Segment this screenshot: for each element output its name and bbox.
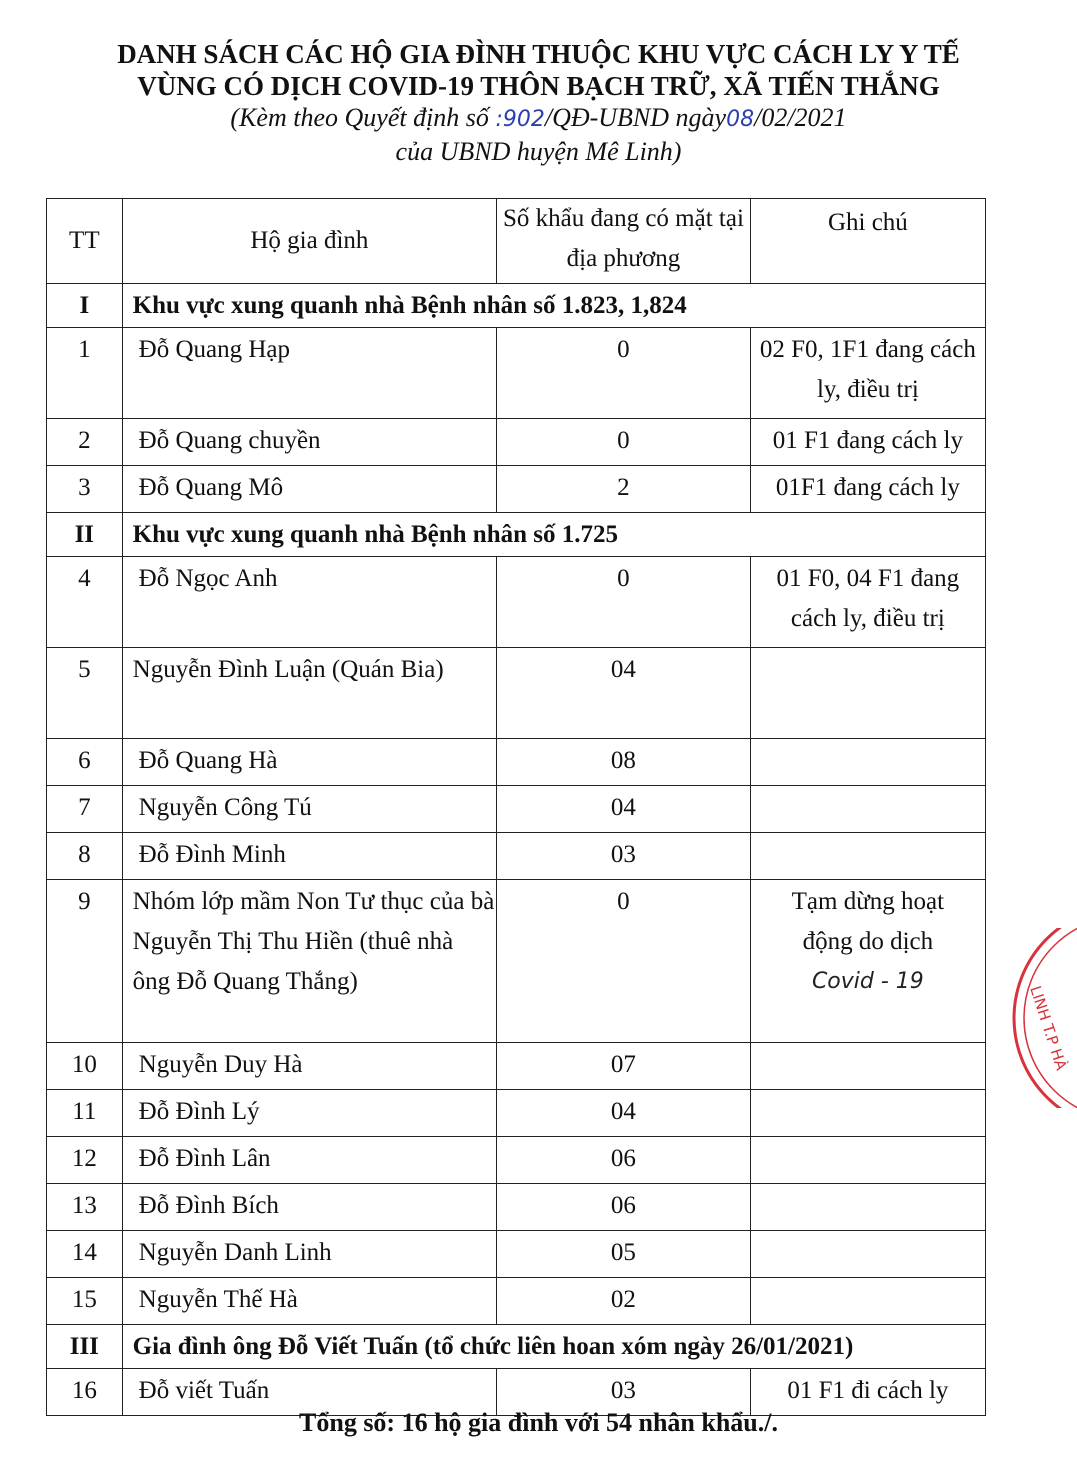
column-header-count: Số khẩu đang có mặt tại địa phương — [497, 199, 751, 284]
row-note — [750, 648, 985, 739]
row-tt: 3 — [47, 466, 123, 513]
row-note — [750, 1043, 985, 1090]
section-number: I — [47, 284, 123, 328]
row-count: 03 — [497, 1369, 751, 1416]
row-household: Đỗ Ngọc Anh — [122, 557, 496, 648]
official-stamp — [1008, 928, 1077, 1113]
row-note — [750, 1278, 985, 1325]
section-name: Gia đình ông Đỗ Viết Tuấn (tổ chức liên hoan xóm ngày 26/01/2021) — [122, 1325, 985, 1369]
row-tt: 15 — [47, 1278, 123, 1325]
decision-prefix: (Kèm theo Quyết định số — [230, 103, 496, 132]
stamp-seal-icon — [1008, 928, 1077, 1108]
row-count: 07 — [497, 1043, 751, 1090]
row-note-handwritten: Covid - 19 — [811, 969, 924, 994]
table-row — [47, 1231, 986, 1278]
row-tt: 9 — [47, 880, 123, 1043]
row-household: Nguyễn Duy Hà — [122, 1043, 496, 1090]
section-name: Khu vực xung quanh nhà Bệnh nhân số 1.725 — [122, 513, 985, 557]
row-household: Đỗ Đình Lý — [122, 1090, 496, 1137]
column-header-household: Hộ gia đình — [122, 199, 496, 284]
section-number: II — [47, 513, 123, 557]
column-header-tt: TT — [47, 199, 123, 284]
row-note-cell — [750, 880, 985, 1043]
row-tt: 10 — [47, 1043, 123, 1090]
section-number: III — [47, 1325, 123, 1369]
row-household: Nguyễn Danh Linh — [122, 1231, 496, 1278]
row-count: 06 — [497, 1184, 751, 1231]
table-row — [47, 557, 986, 648]
document-title-line1: DANH SÁCH CÁC HỘ GIA ĐÌNH THUỘC KHU VỰC CÁCH LY Y TẾ — [117, 39, 960, 69]
document-title-line2: VÙNG CÓ DỊCH COVID-19 THÔN BẠCH TRỮ, XÃ TIẾN THẮNG — [137, 71, 940, 101]
row-count: 03 — [497, 833, 751, 880]
document-header — [0, 38, 1077, 168]
table-row — [47, 1043, 986, 1090]
total-summary: Tổng số: 16 hộ gia đình với 54 nhân khẩu./. — [299, 1408, 778, 1437]
row-count: 08 — [497, 739, 751, 786]
section-name: Khu vực xung quanh nhà Bệnh nhân số 1.823, 1,824 — [122, 284, 985, 328]
row-note: 01 F1 đi cách ly — [750, 1369, 985, 1416]
row-household: Đỗ Quang Hạp — [122, 328, 496, 419]
row-household: Nguyễn Công Tú — [122, 786, 496, 833]
row-count: 0 — [497, 419, 751, 466]
row-note: Tạm dừng hoạt động do dịch — [791, 888, 945, 955]
decision-suffix: /02/2021 — [754, 103, 847, 132]
row-note — [750, 1090, 985, 1137]
table-row — [47, 648, 986, 739]
row-tt: 13 — [47, 1184, 123, 1231]
row-count: 0 — [497, 557, 751, 648]
row-note: 02 F0, 1F1 đang cách ly, điều trị — [750, 328, 985, 419]
table-row — [47, 833, 986, 880]
row-tt: 5 — [47, 648, 123, 739]
decision-day-handwritten: 08 — [726, 107, 755, 132]
row-note — [750, 833, 985, 880]
row-count: 02 — [497, 1278, 751, 1325]
table-row — [47, 1184, 986, 1231]
row-count: 0 — [497, 880, 751, 1043]
decision-mid: /QĐ-UBND ngày — [544, 103, 727, 132]
row-tt: 2 — [47, 419, 123, 466]
table-row — [47, 880, 986, 1043]
table-header-row — [47, 199, 986, 284]
row-household: Đỗ Quang Hà — [122, 739, 496, 786]
row-count: 2 — [497, 466, 751, 513]
row-tt: 4 — [47, 557, 123, 648]
row-count: 05 — [497, 1231, 751, 1278]
section-row — [47, 1325, 986, 1369]
row-tt: 14 — [47, 1231, 123, 1278]
row-note: 01F1 đang cách ly — [750, 466, 985, 513]
row-household: Đỗ Đình Minh — [122, 833, 496, 880]
row-note: 01 F1 đang cách ly — [750, 419, 985, 466]
section-row — [47, 284, 986, 328]
row-note — [750, 739, 985, 786]
household-table — [46, 198, 986, 1416]
row-note — [750, 1231, 985, 1278]
decision-number-handwritten: :902 — [495, 107, 545, 132]
row-tt: 7 — [47, 786, 123, 833]
row-note — [750, 1184, 985, 1231]
row-count: 06 — [497, 1137, 751, 1184]
row-count: 04 — [497, 786, 751, 833]
table-row — [47, 1090, 986, 1137]
row-tt: 12 — [47, 1137, 123, 1184]
row-household: Nguyễn Đình Luận (Quán Bia) — [122, 648, 496, 739]
row-count: 04 — [497, 648, 751, 739]
issuer-line: của UBND huyện Mê Linh) — [395, 137, 682, 166]
row-household: Đỗ Quang Mô — [122, 466, 496, 513]
row-household: Đỗ Quang chuyền — [122, 419, 496, 466]
table-row — [47, 419, 986, 466]
table-row — [47, 1278, 986, 1325]
row-tt: 6 — [47, 739, 123, 786]
row-household: Đỗ viết Tuấn — [122, 1369, 496, 1416]
table-row — [47, 466, 986, 513]
row-count: 04 — [497, 1090, 751, 1137]
row-household: Nhóm lớp mầm Non Tư thục của bà Nguyễn Thị Thu Hiền (thuê nhà ông Đỗ Quang Thắng) — [122, 880, 496, 1043]
section-row — [47, 513, 986, 557]
table-row — [47, 786, 986, 833]
row-household: Nguyễn Thế Hà — [122, 1278, 496, 1325]
row-tt: 16 — [47, 1369, 123, 1416]
decision-reference — [0, 102, 1077, 136]
row-household: Đỗ Đình Lân — [122, 1137, 496, 1184]
table-row — [47, 328, 986, 419]
stamp-text: LINH T.P HÀ — [1026, 983, 1071, 1073]
row-tt: 1 — [47, 328, 123, 419]
row-tt: 11 — [47, 1090, 123, 1137]
table-row — [47, 1137, 986, 1184]
row-note — [750, 786, 985, 833]
table-row — [47, 739, 986, 786]
row-tt: 8 — [47, 833, 123, 880]
row-household: Đỗ Đình Bích — [122, 1184, 496, 1231]
row-note: 01 F0, 04 F1 đang cách ly, điều trị — [750, 557, 985, 648]
row-count: 0 — [497, 328, 751, 419]
row-note — [750, 1137, 985, 1184]
column-header-note: Ghi chú — [750, 199, 985, 284]
